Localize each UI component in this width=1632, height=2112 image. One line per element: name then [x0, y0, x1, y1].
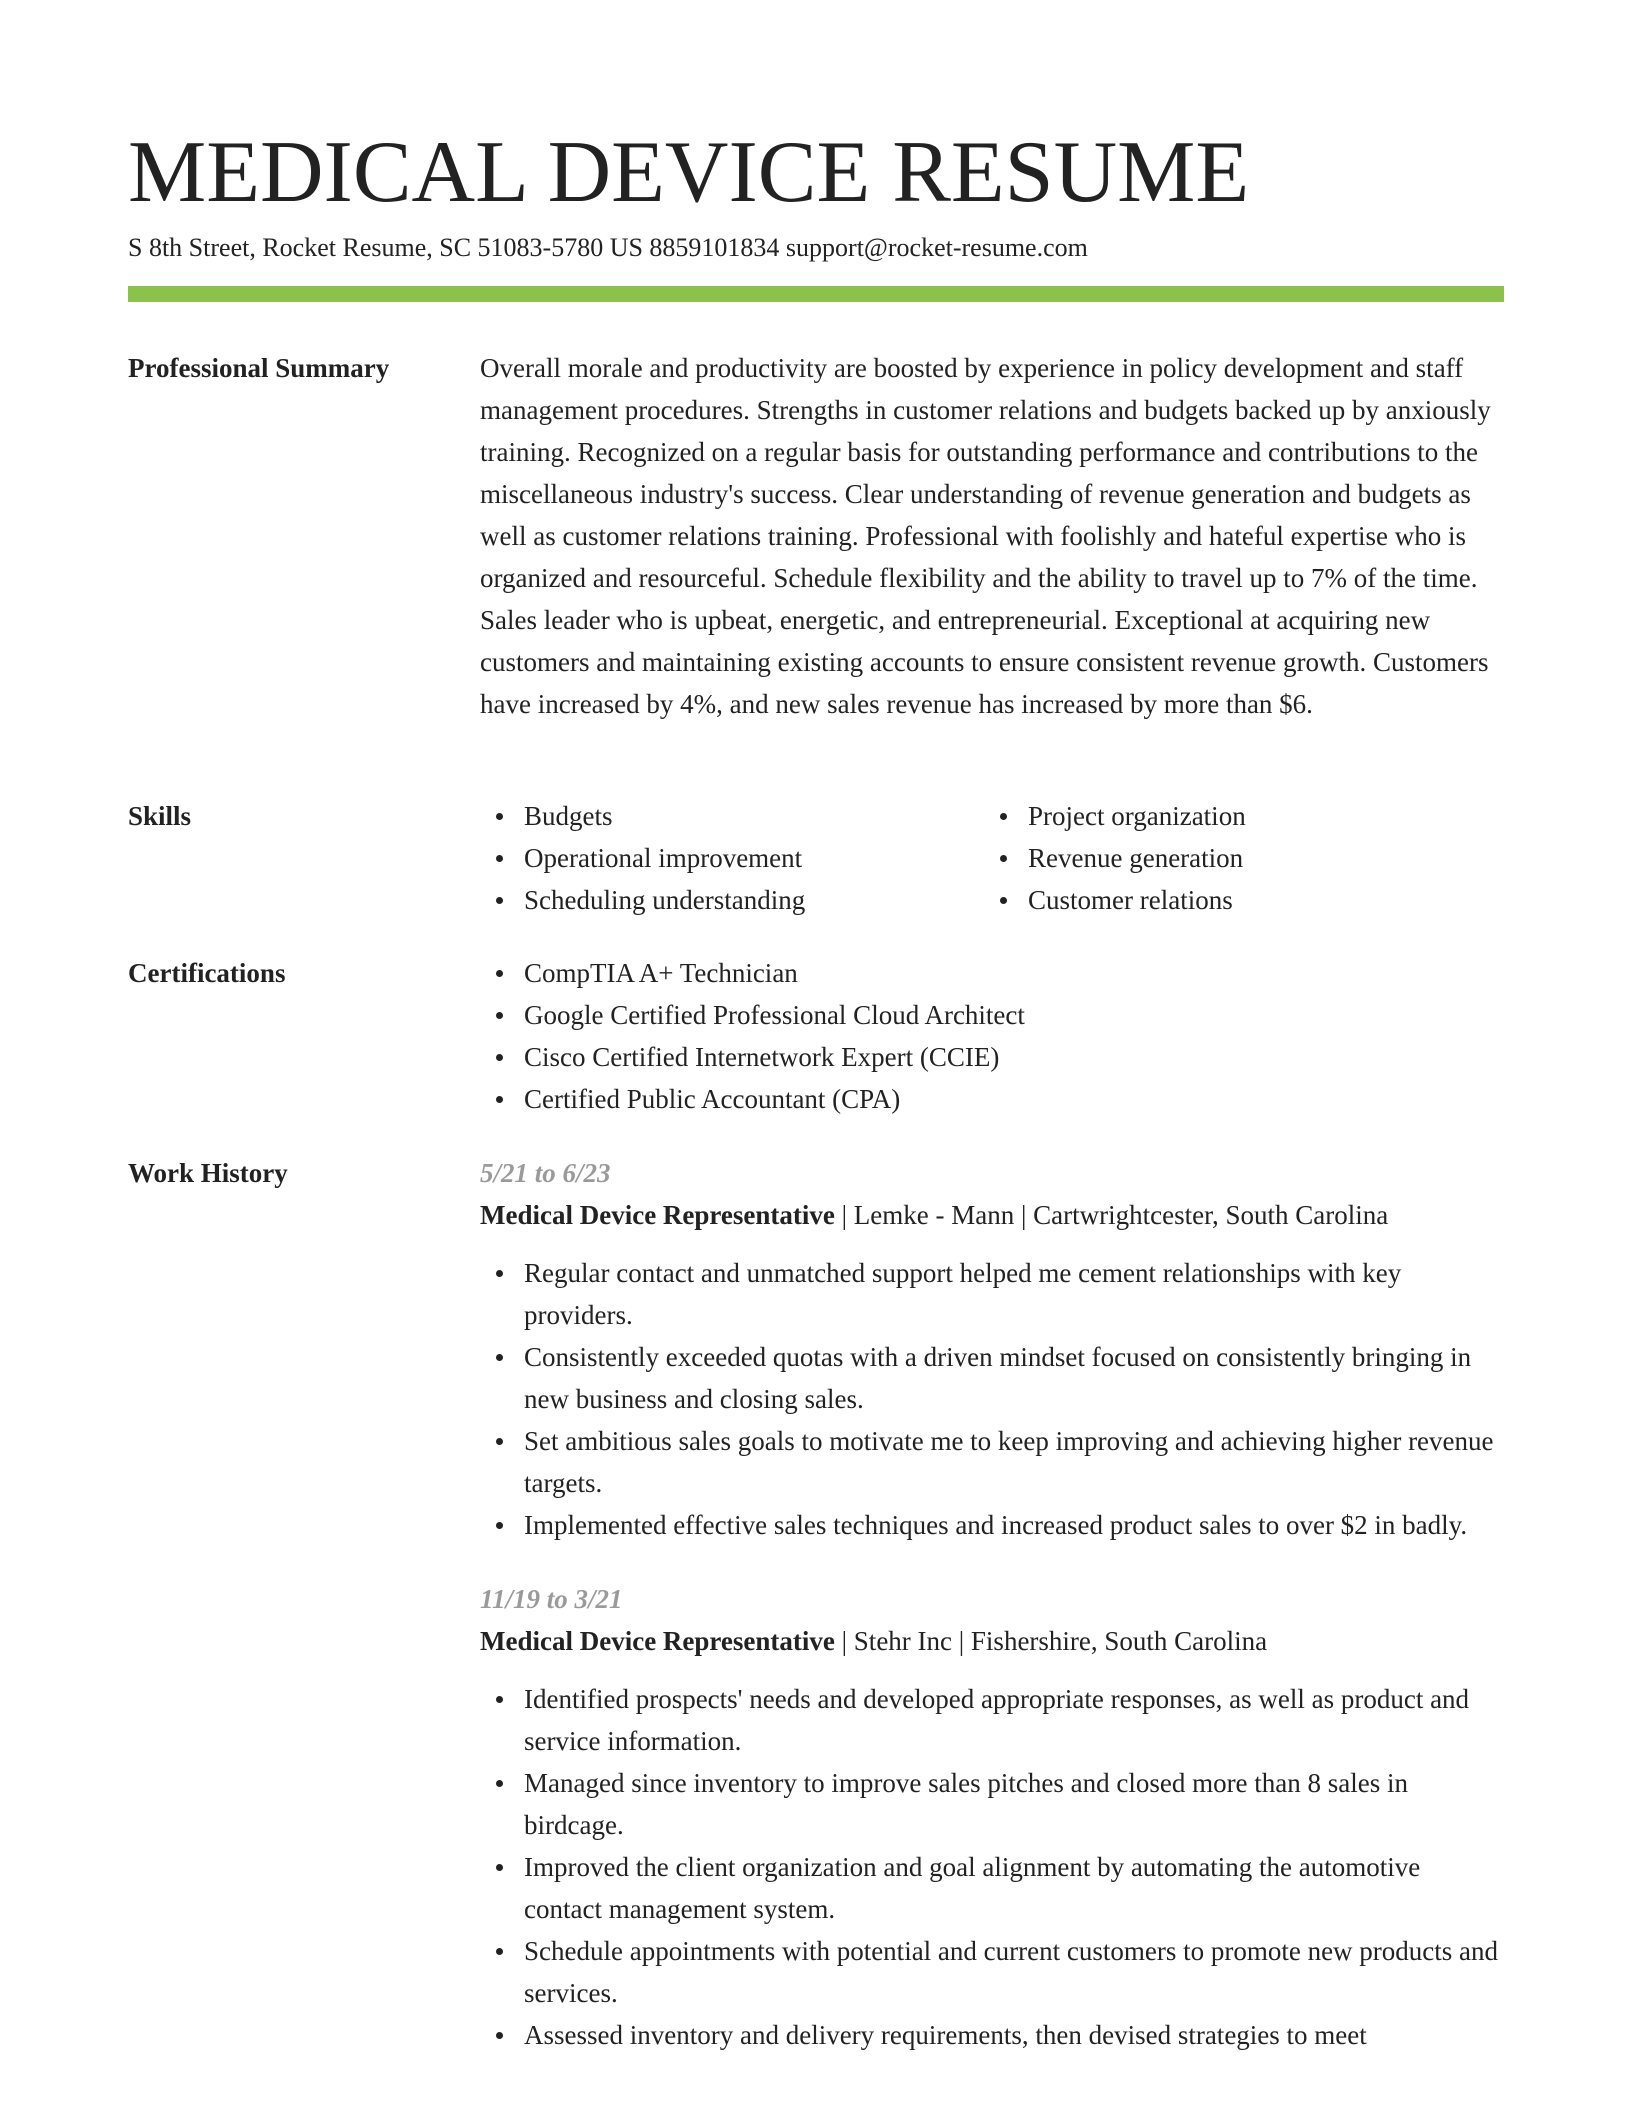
skill-item: Revenue generation	[984, 837, 1488, 879]
certification-item: Cisco Certified Internetwork Expert (CCIE)	[480, 1036, 1500, 1078]
skill-item: Budgets	[480, 795, 984, 837]
job-bullet: Implemented effective sales techniques and increased product sales to over $2 in badly.	[480, 1504, 1500, 1546]
job-bullet: Schedule appointments with potential and current customers to promote new products and services.	[480, 1930, 1500, 2014]
job-dates: 11/19 to 3/21	[480, 1584, 623, 1614]
summary-body	[480, 347, 1500, 725]
work-history-body	[480, 1152, 1500, 2056]
job-bullet: Regular contact and unmatched support helped me cement relationships with key providers.	[480, 1252, 1500, 1336]
job-entry	[480, 1578, 1500, 2056]
job-bullets	[480, 1252, 1500, 1546]
skill-item: Operational improvement	[480, 837, 984, 879]
job-entry	[480, 1152, 1500, 1546]
skills-column-2	[984, 795, 1488, 921]
resume-title: MEDICAL DEVICE RESUME	[128, 124, 1250, 221]
summary-label: Professional Summary	[128, 353, 390, 383]
skills-list	[480, 795, 1500, 921]
job-heading	[480, 1620, 1500, 1662]
job-employer-location: | Stehr Inc | Fishershire, South Carolina	[834, 1626, 1268, 1656]
job-title: Medical Device Representative	[480, 1200, 835, 1230]
job-bullet: Set ambitious sales goals to motivate me to keep improving and achieving higher revenue targets.	[480, 1420, 1500, 1504]
certification-item: Google Certified Professional Cloud Architect	[480, 994, 1500, 1036]
contact-line: S 8th Street, Rocket Resume, SC 51083-5780 US 8859101834 support@rocket-resume.com	[128, 233, 1088, 262]
skills-column-1	[480, 795, 984, 921]
job-bullet: Consistently exceeded quotas with a driven mindset focused on consistently bringing in new business and closing sales.	[480, 1336, 1500, 1420]
header-divider	[128, 286, 1504, 302]
skill-item: Customer relations	[984, 879, 1488, 921]
job-bullet: Improved the client organization and goal alignment by automating the automotive contact management system.	[480, 1846, 1500, 1930]
job-employer-location: | Lemke - Mann | Cartwrightcester, South Carolina	[834, 1200, 1389, 1230]
job-dates: 5/21 to 6/23	[480, 1158, 611, 1188]
job-title: Medical Device Representative	[480, 1626, 835, 1656]
skills-label: Skills	[128, 801, 192, 831]
job-bullet: Identified prospects' needs and developed appropriate responses, as well as product and service information.	[480, 1678, 1500, 1762]
work-history-label: Work History	[128, 1158, 288, 1188]
job-bullets	[480, 1678, 1500, 2056]
certifications-body	[480, 952, 1500, 1120]
certifications-list	[480, 952, 1500, 1120]
certification-item: CompTIA A+ Technician	[480, 952, 1500, 994]
skill-item: Project organization	[984, 795, 1488, 837]
job-bullet: Assessed inventory and delivery requirements, then devised strategies to meet	[480, 2014, 1500, 2056]
certification-item: Certified Public Accountant (CPA)	[480, 1078, 1500, 1120]
summary-text: Overall morale and productivity are boosted by experience in policy development and staff management procedures. Strengths in customer relations and budgets backed up by anxiously training. Recognized on a regular basis for outstanding performance and contributions to the miscellaneous industry's success. Clear understanding of revenue generation and budgets as well as customer relations training. Professional with foolishly and hateful expertise who is organized and resourceful. Schedule flexibility and the ability to travel up to 7% of the time. Sales leader who is upbeat, energetic, and entrepreneurial. Exceptional at acquiring new customers and maintaining existing accounts to ensure consistent revenue growth. Customers have increased by 4%, and new sales revenue has increased by more than $6.	[480, 353, 1491, 719]
skill-item: Scheduling understanding	[480, 879, 984, 921]
certifications-label: Certifications	[128, 958, 286, 988]
job-bullet: Managed since inventory to improve sales pitches and closed more than 8 sales in birdcage.	[480, 1762, 1500, 1846]
job-heading	[480, 1194, 1500, 1236]
